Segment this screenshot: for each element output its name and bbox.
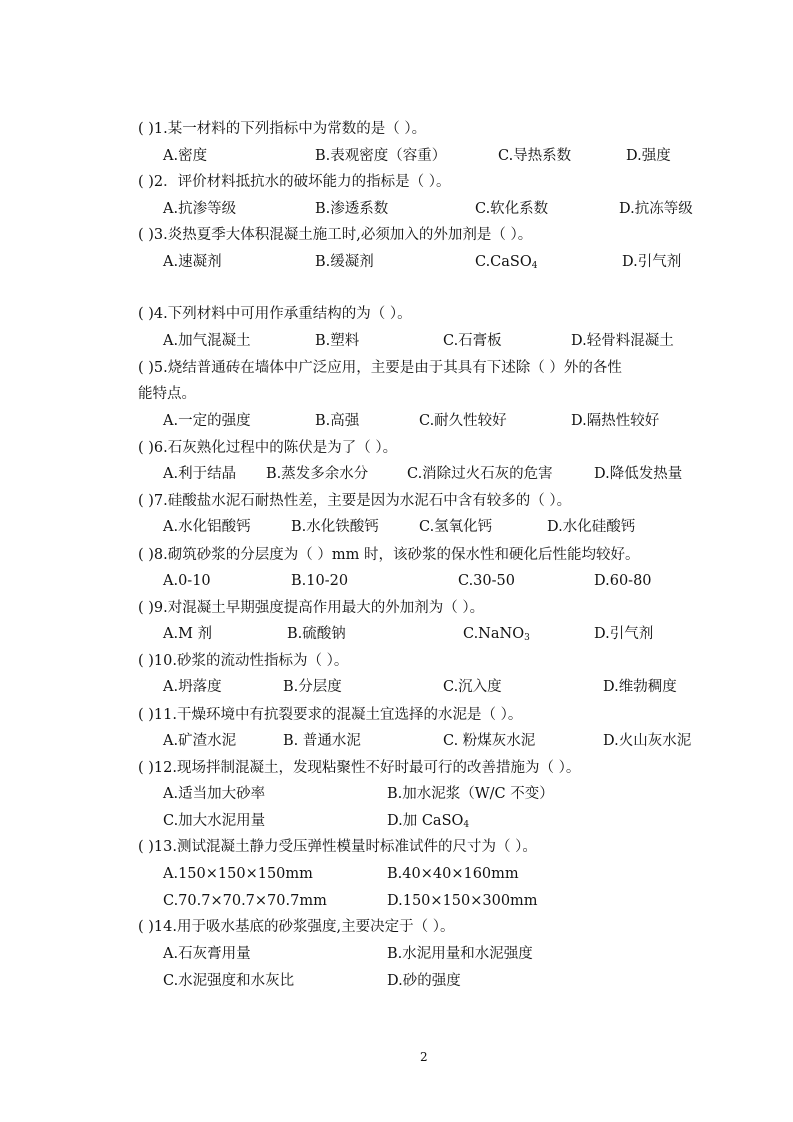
option-c: C.软化系数 [475, 201, 549, 217]
option-b: B.10-20 [291, 573, 349, 589]
option-a: A.矿渣水泥 [163, 733, 237, 749]
question-text: ( )8.砌筑砂浆的分层度为（ ）mm 时，该砂浆的保水性和硬化后性能均较好。 [138, 547, 640, 563]
option-b: B.表观密度（容重） [315, 148, 447, 164]
option-a: A.适当加大砂率 [163, 786, 266, 802]
question-text: ( )12.现场拌制混凝土，发现粘聚性不好时最可行的改善措施为（ ）。 [138, 760, 581, 776]
option-a: A.150×150×150mm [163, 866, 313, 882]
option-b: B.塑料 [315, 333, 360, 349]
question-text: ( )3.炎热夏季大体积混凝土施工时,必须加入的外加剂是（ ）。 [138, 227, 533, 243]
option-b: B. 普通水泥 [283, 733, 361, 749]
option-a: A.一定的强度 [163, 413, 251, 429]
question-text: ( )10.砂浆的流动性指标为（ ）。 [138, 653, 349, 669]
option-a: A.坍落度 [163, 679, 222, 695]
option-a: A.石灰膏用量 [163, 946, 251, 962]
option-c: C.消除过火石灰的危害 [407, 466, 553, 482]
option-b: B.40×40×160mm [387, 866, 519, 882]
question-text: ( )7.硅酸盐水泥石耐热性差，主要是因为水泥石中含有较多的（ ）。 [138, 493, 572, 509]
option-c: C.30-50 [458, 573, 515, 589]
option-a: A.加气混凝土 [163, 333, 251, 349]
option-c-text: C.CaSO [475, 254, 532, 270]
option-c: C.水泥强度和水灰比 [163, 973, 295, 989]
subscript: 4 [531, 261, 538, 271]
option-d: D.强度 [626, 148, 671, 164]
question-text: ( )1.某一材料的下列指标中为常数的是（ ）。 [138, 121, 427, 137]
subscript: 3 [524, 633, 530, 643]
option-c: C.导热系数 [498, 148, 572, 164]
option-d: D.150×150×300mm [387, 893, 538, 909]
option-b: B.加水泥浆（W/C 不变） [387, 786, 554, 802]
option-c: C.耐久性较好 [419, 413, 507, 429]
question-text: ( )14.用于吸水基底的砂浆强度,主要决定于（ ）。 [138, 919, 455, 935]
option-a: A.密度 [163, 148, 208, 164]
option-c [463, 621, 530, 651]
option-a: A.水化铝酸钙 [163, 519, 251, 535]
question-text: ( )4.下列材料中可用作承重结构的为（ ）。 [138, 306, 412, 322]
question-text: ( )9.对混凝土早期强度提高作用最大的外加剂为（ ）。 [138, 600, 485, 616]
option-d: D.水化硅酸钙 [547, 519, 636, 535]
option-b: B.蒸发多余水分 [266, 466, 369, 482]
subscript: 4 [463, 820, 470, 830]
option-a: A.抗渗等级 [163, 201, 237, 217]
option-b: B.缓凝剂 [315, 254, 374, 270]
option-b: B.分层度 [283, 679, 342, 695]
option-c: C.石膏板 [443, 333, 502, 349]
page-number: 2 [420, 1050, 428, 1064]
option-a: A.利于结晶 [163, 466, 237, 482]
question-text: ( )2．评价材料抵抗水的破坏能力的指标是（ ）。 [138, 174, 451, 190]
option-d: D.抗冻等级 [619, 201, 693, 217]
option-d: D.引气剂 [594, 626, 654, 642]
option-d: D.砂的强度 [387, 973, 461, 989]
option-d: D.隔热性较好 [571, 413, 660, 429]
option-c: C.沉入度 [443, 679, 502, 695]
question-text: ( )11.干燥环境中有抗裂要求的混凝土宜选择的水泥是（ ）。 [138, 707, 523, 723]
option-a: A.M 剂 [163, 626, 213, 642]
option-d-text: D.加 CaSO [387, 813, 464, 829]
option-d: D.降低发热量 [594, 466, 683, 482]
option-d: D.轻骨料混凝土 [571, 333, 674, 349]
option-a: A.速凝剂 [163, 254, 222, 270]
option-c: C.70.7×70.7×70.7mm [163, 893, 327, 909]
option-c: C.加大水泥用量 [163, 813, 266, 829]
question-text-continued: 能特点。 [138, 386, 196, 402]
option-c-text: C.NaNO [463, 626, 525, 642]
option-d: D.60-80 [594, 573, 652, 589]
option-c: C. 粉煤灰水泥 [443, 733, 536, 749]
option-b: B.渗透系数 [315, 201, 389, 217]
option-d: D.火山灰水泥 [603, 733, 692, 749]
option-d: D.引气剂 [622, 254, 682, 270]
option-c [475, 249, 537, 279]
option-d: D.维勃稠度 [603, 679, 677, 695]
option-b: B.水泥用量和水泥强度 [387, 946, 533, 962]
option-b: B.硫酸钠 [287, 626, 346, 642]
option-a: A.0-10 [163, 573, 211, 589]
question-text: ( )13.测试混凝土静力受压弹性模量时标准试件的尺寸为（ ）。 [138, 839, 537, 855]
option-b: B.水化铁酸钙 [291, 519, 379, 535]
option-c: C.氢氧化钙 [419, 519, 493, 535]
option-b: B.高强 [315, 413, 360, 429]
question-text: ( )6.石灰熟化过程中的陈伏是为了（ ）。 [138, 440, 398, 456]
question-text: ( )5.烧结普通砖在墙体中广泛应用，主要是由于其具有下述除（ ）外的各性 [138, 360, 622, 376]
